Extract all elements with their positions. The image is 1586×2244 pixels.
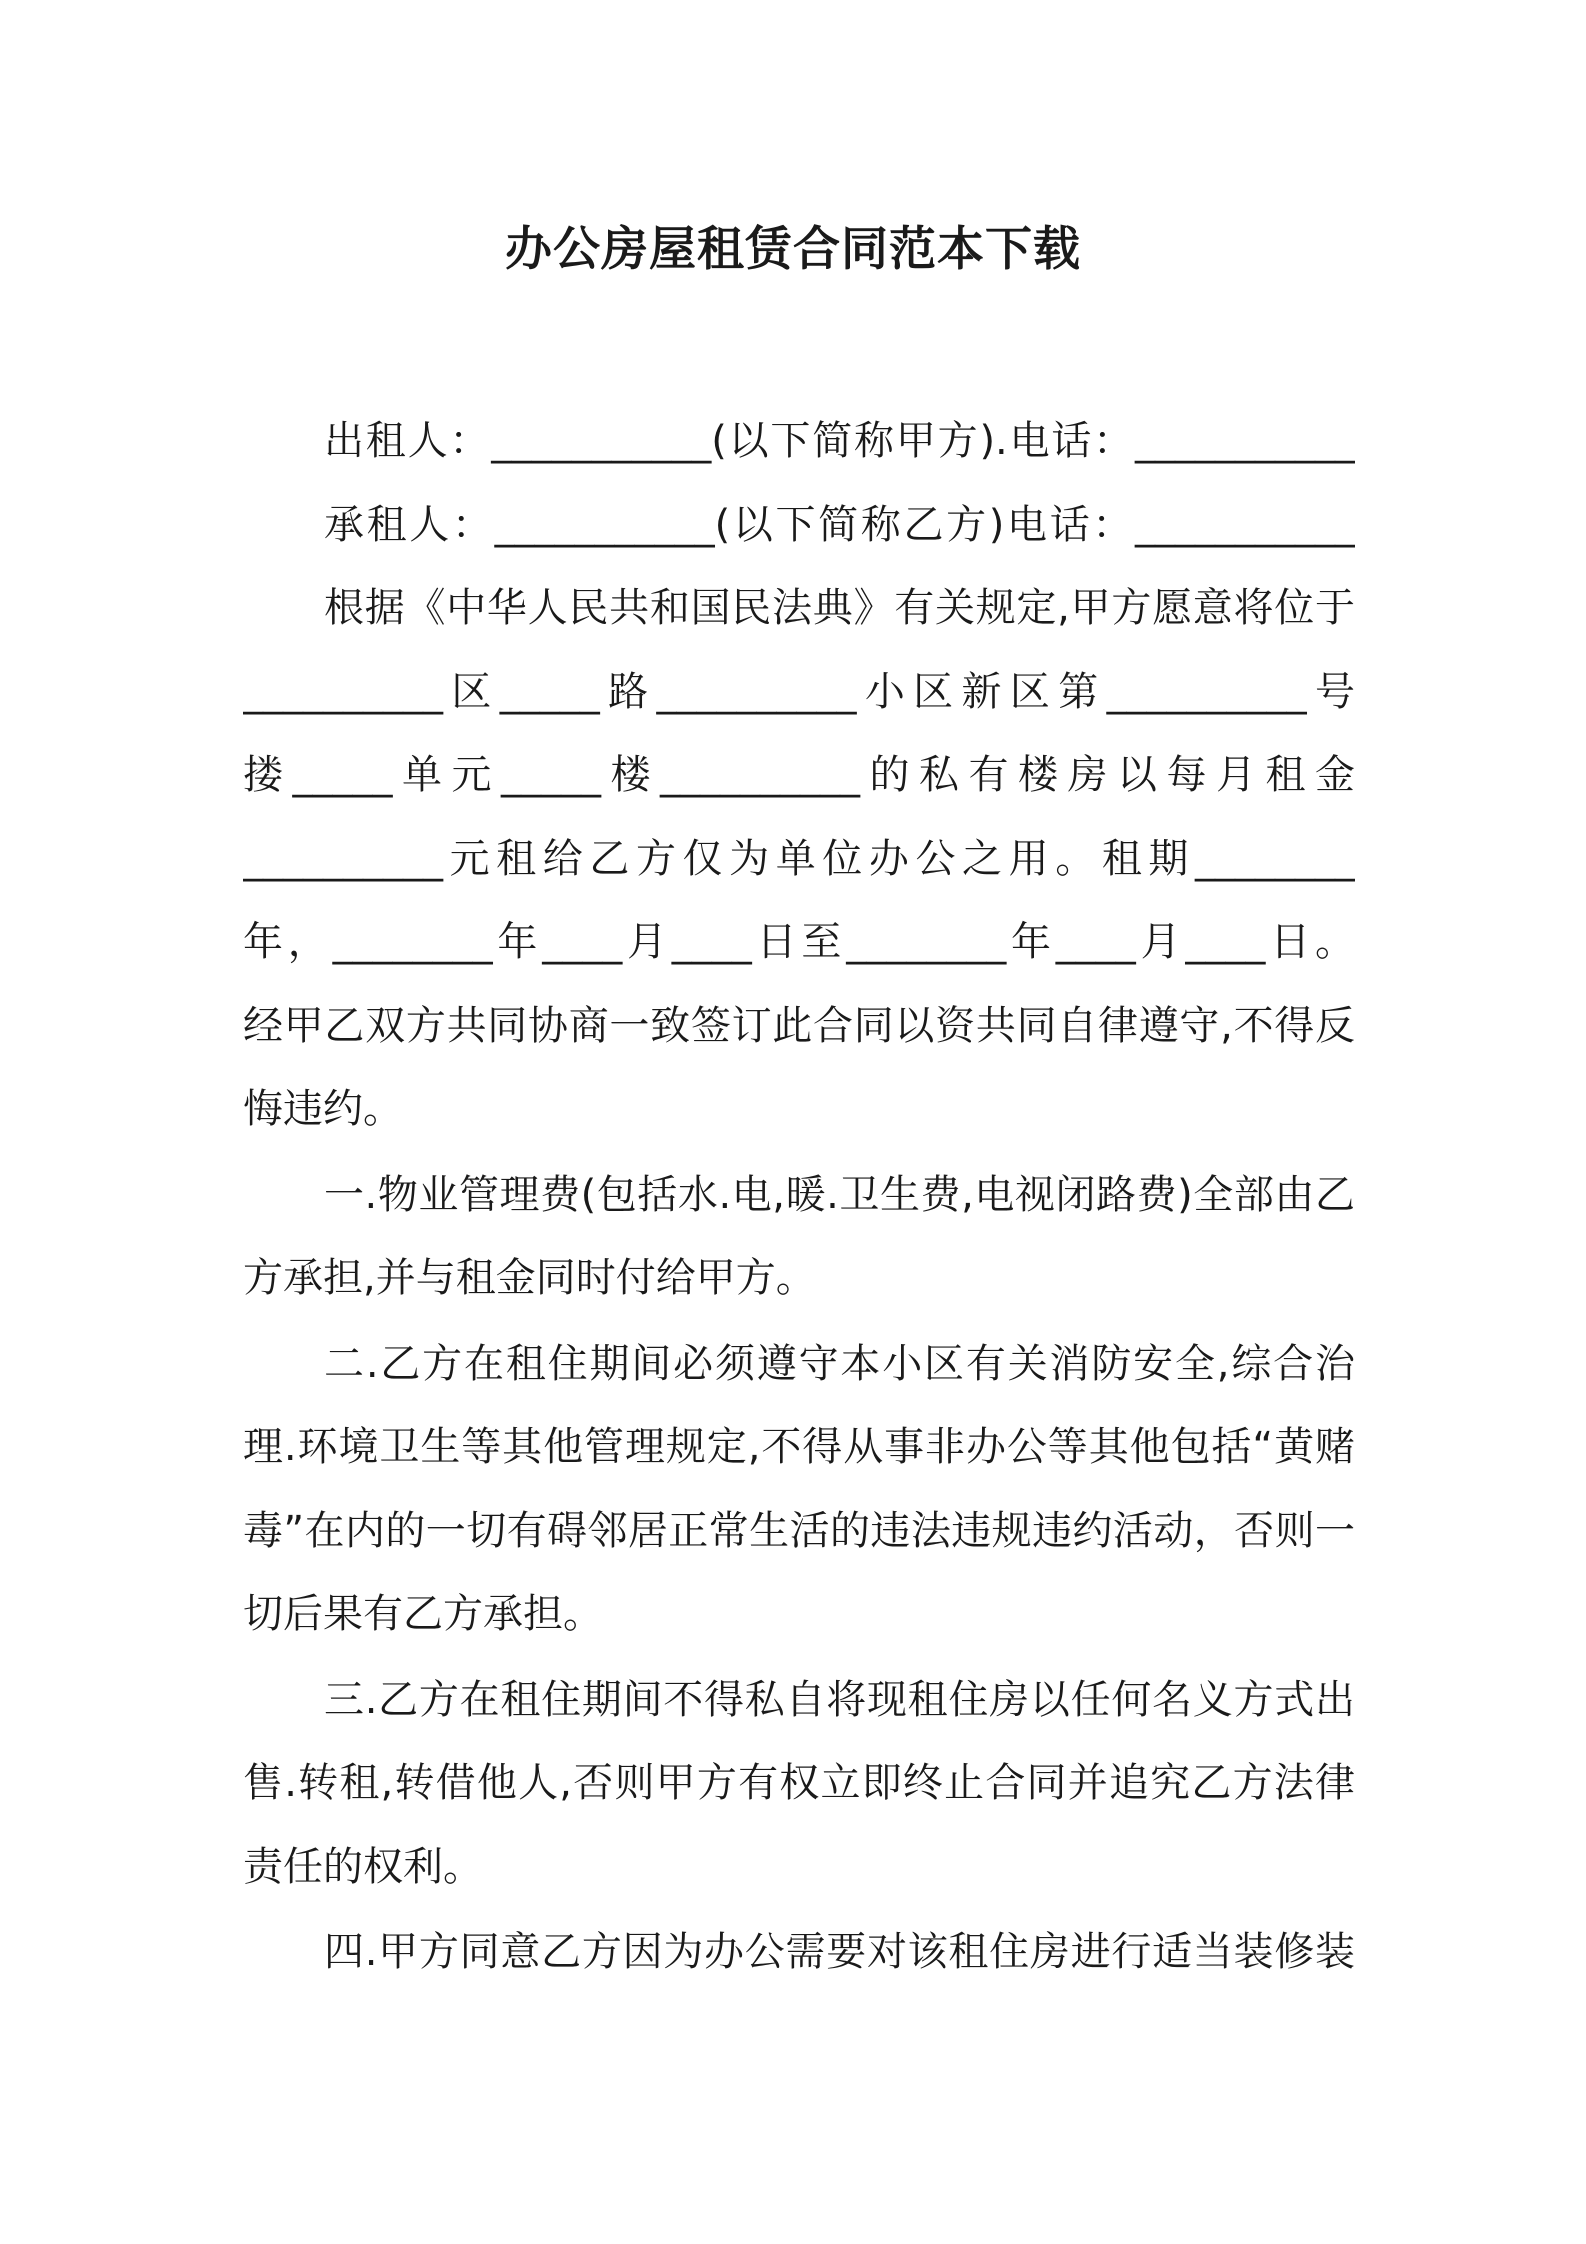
clause-line: 一.物业管理费(包括水.电,暖.卫生费,电视闭路费)全部由乙 xyxy=(324,1171,1355,1218)
clause-line: 二.乙方在租住期间必须遵守本小区有关消防安全,综合治 xyxy=(324,1340,1355,1387)
document-title: 办公房屋租赁合同范本下载 xyxy=(505,222,1081,277)
clause-line: 理.环境卫生等其他管理规定,不得从事非办公等其他包括“黄赌 xyxy=(243,1424,1355,1470)
intro-line: 经甲乙双方共同协商一致签订此合同以资共同自律遵守,不得反 xyxy=(243,1002,1355,1049)
clause-line: 三.乙方在租住期间不得私自将现租住房以任何名义方式出 xyxy=(324,1676,1355,1723)
clause-line: 四.甲方同意乙方因为办公需要对该租住房进行适当装修装 xyxy=(324,1929,1355,1975)
clause-line: 责任的权利。 xyxy=(243,1843,483,1890)
clause-line: 切后果有乙方承担。 xyxy=(243,1591,603,1637)
clause-2 xyxy=(243,1323,1355,1657)
intro-line: 根据《中华人民共和国民法典》有关规定,甲方愿意将位于 xyxy=(324,585,1355,631)
intro-paragraph xyxy=(243,567,1355,1152)
clause-line: 售.转租,转借他人,否则甲方有权立即终止合同并追究乙方法律 xyxy=(243,1760,1355,1806)
lessee-line: 承租人：___________(以下简称乙方)电话：___________ xyxy=(324,501,1355,548)
clause-1 xyxy=(243,1154,1355,1321)
document-body xyxy=(243,400,1355,1995)
clause-line: 毒”在内的一切有碍邻居正常生活的违法违规违约活动，否则一 xyxy=(243,1507,1355,1554)
intro-line: 搂_____单元_____楼__________的私有楼房以每月租金 xyxy=(243,752,1355,798)
intro-line: 悔违约。 xyxy=(243,1086,403,1132)
lessor-line: 出租人：___________(以下简称甲方).电话：___________ xyxy=(324,418,1355,464)
clause-line: 方承担,并与租金同时付给甲方。 xyxy=(243,1255,816,1301)
clause-3 xyxy=(243,1659,1355,1910)
intro-line: 年，________年____月____日至________年____月____日。 xyxy=(243,919,1355,965)
intro-line: __________区_____路__________小区新区第__________号 xyxy=(243,668,1355,715)
clause-4 xyxy=(243,1911,1355,1995)
intro-line: __________元租给乙方仅为单位办公之用。租期________ xyxy=(243,835,1355,882)
